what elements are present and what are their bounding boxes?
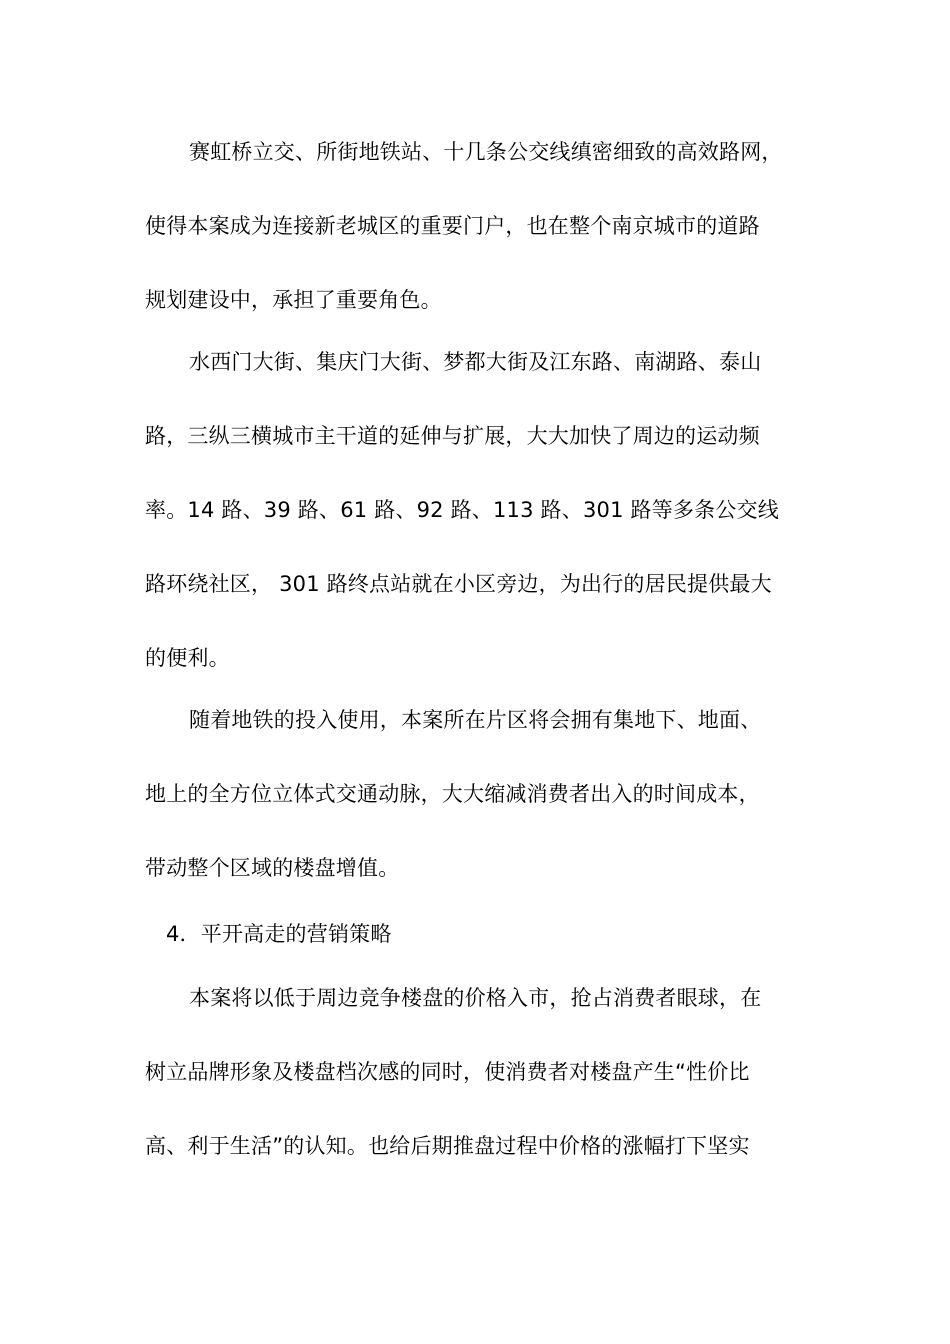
paragraph-line: 路，三纵三横城市主干道的延伸与扩展，大大加快了周边的运动频 [145,424,760,448]
section-heading: 4．平开高走的营销策略 [166,922,392,946]
paragraph-line: 随着地铁的投入使用，本案所在片区将会拥有集地下、地面、 [189,708,762,732]
paragraph-line: 高、利于生活”的认知。也给后期推盘过程中价格的涨幅打下坚实 [145,1134,750,1158]
paragraph-line: 树立品牌形象及楼盘档次感的同时，使消费者对楼盘产生“性价比 [145,1060,750,1084]
paragraph-line: 带动整个区域的楼盘增值。 [145,856,400,880]
paragraph-line: 路环绕社区， 301 路终点站就在小区旁边，为出行的居民提供最大 [145,572,772,596]
paragraph-line: 规划建设中，承担了重要角色。 [145,288,442,312]
paragraph-line: 地上的全方位立体式交通动脉，大大缩减消费者出入的时间成本， [145,782,760,806]
paragraph-line: 使得本案成为连接新老城区的重要门户，也在整个南京城市的道路 [145,214,760,238]
paragraph-line: 率。14 路、39 路、61 路、92 路、113 路、301 路等多条公交线 [145,498,779,522]
paragraph-line: 本案将以低于周边竞争楼盘的价格入市，抢占消费者眼球，在 [189,986,762,1010]
paragraph-line: 赛虹桥立交、所街地铁站、十几条公交线缜密细致的高效路网， [189,140,783,164]
paragraph-line: 的便利。 [145,646,230,670]
paragraph-line: 水西门大街、集庆门大街、梦都大街及江东路、南湖路、泰山 [189,350,762,374]
